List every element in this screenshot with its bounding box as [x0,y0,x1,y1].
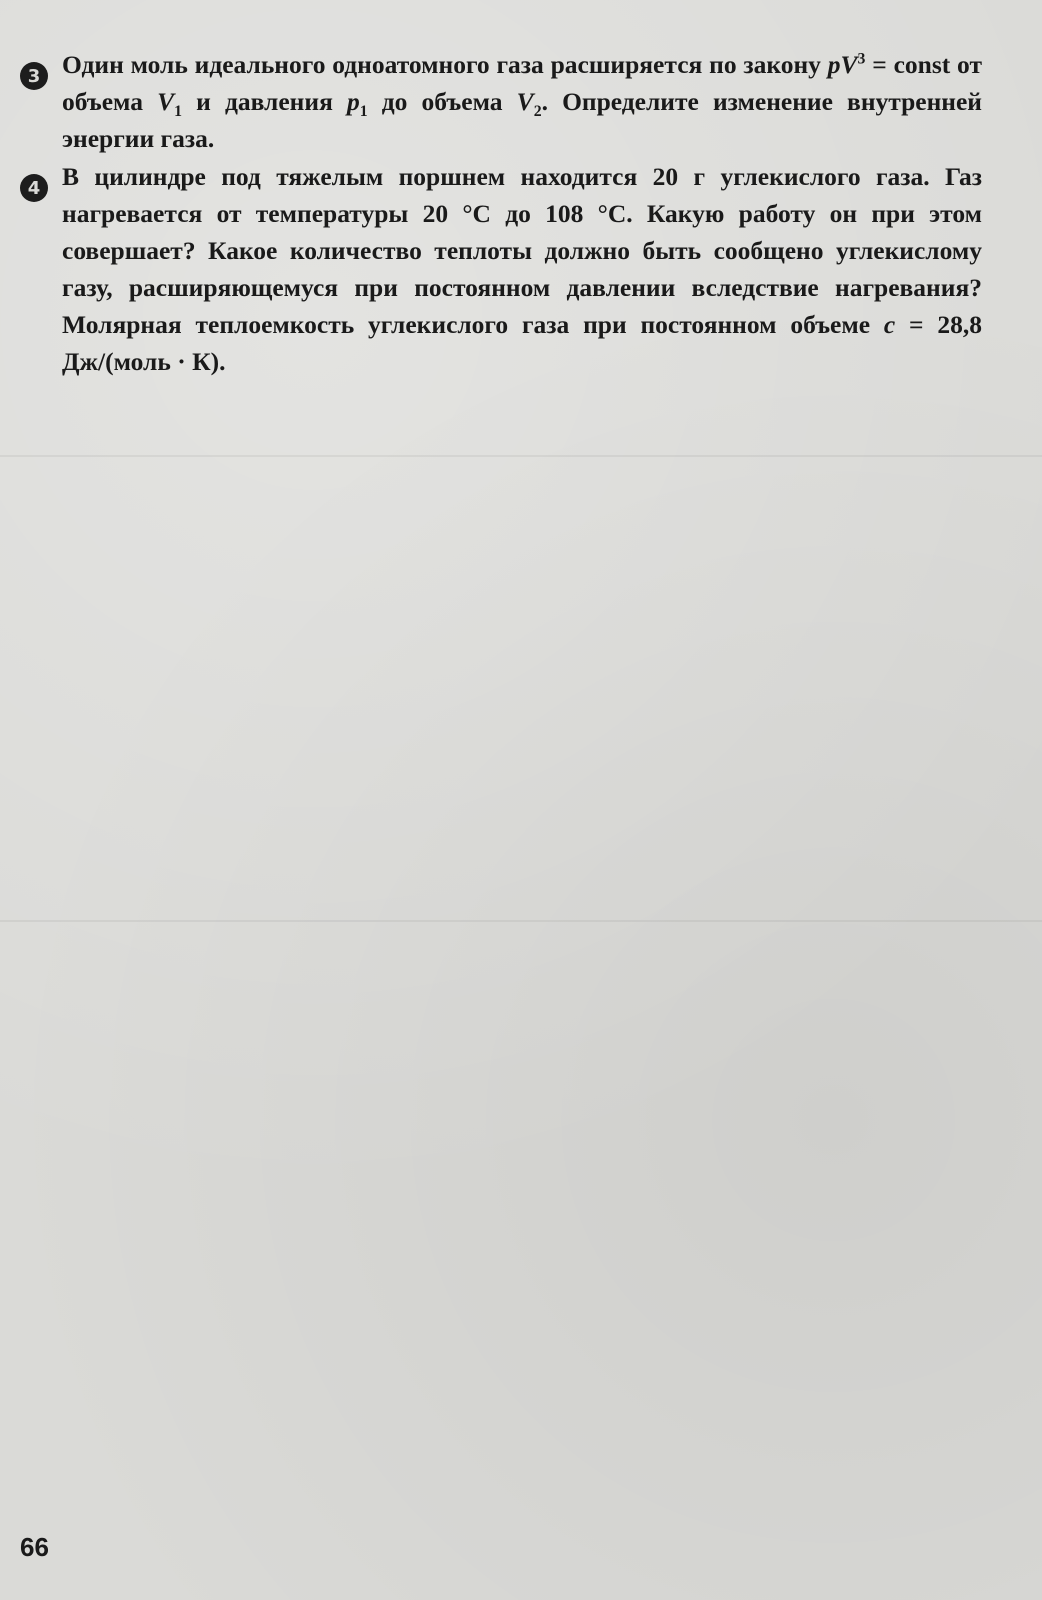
task-number-badge: 3 [20,62,48,90]
task-3-text: Один моль идеального одноатомного газа расширяется по закону $pV^3$ = const от объема $V_1$ и давления $p_1$ до объема $V_2$. Определите изменение внутренней энергии газа. [62,50,983,153]
task-4-text: В цилиндре под тяжелым поршнем находится 20 г углекислого газа. Газ нагревается от температуры 20 °C до 108 °C. Какую работу он при этом совершает? Какое количество теплоты должно быть сообщено углекислому газу, расширяющемуся при постоянном давлении вследствие нагревания? Молярная теплоемкость углекислого газа при постоянном объеме c = 28,8 Дж/(моль · К). [62,162,983,376]
task-number-badge: 4 [20,174,48,202]
page-number: 66 [20,1532,49,1562]
bleed-through-line [0,455,1042,457]
bleed-through-line [0,920,1042,922]
